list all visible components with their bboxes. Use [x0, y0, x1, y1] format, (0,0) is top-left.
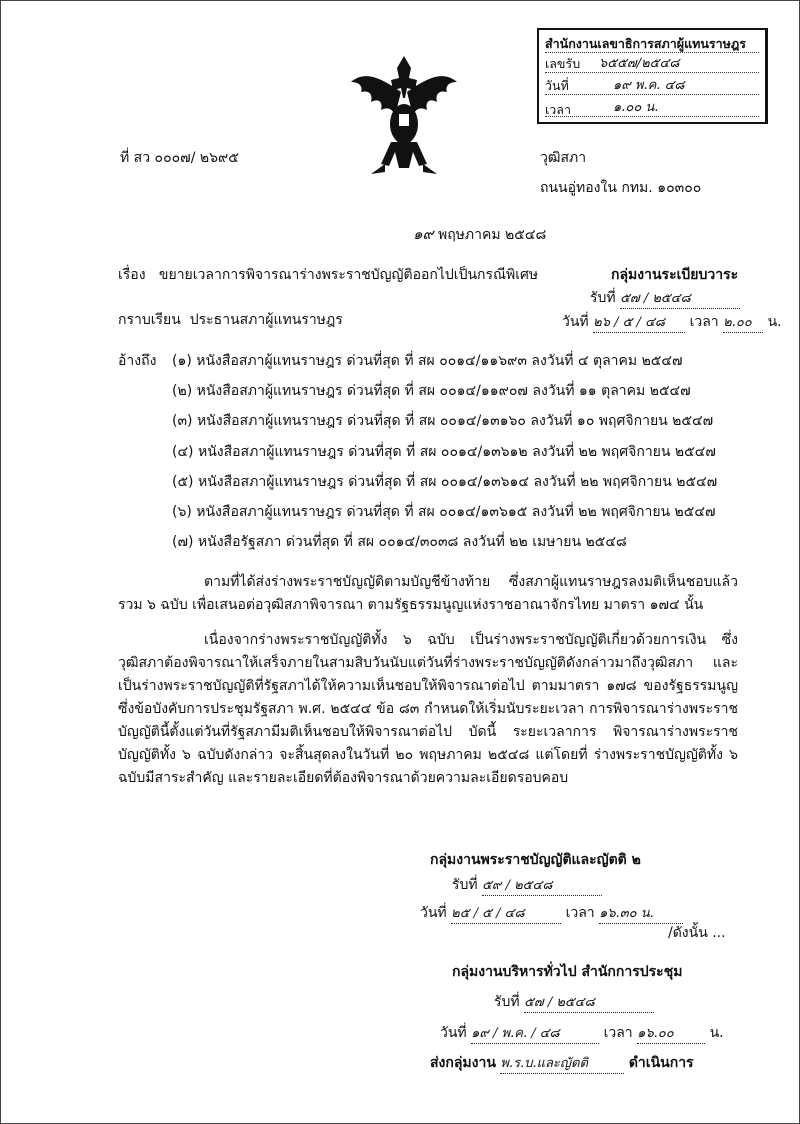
bills-time-value: ๑๖.๓๐ น.: [599, 902, 683, 924]
continued-marker: /ดังนั้น ...: [668, 925, 726, 941]
agenda-time-value: ๒.๐๐: [723, 311, 763, 333]
bills-date-label: วันที่: [420, 905, 447, 921]
addressee-label: กราบเรียน: [118, 312, 181, 328]
stamp-time-label: เวลา: [545, 102, 571, 117]
document-date: [413, 222, 546, 246]
admin-recv-label: รับที่: [494, 994, 520, 1010]
org-name: วุฒิสภา: [540, 150, 587, 166]
subject-text: ขยายเวลาการพิจารณาร่างพระราชบัญญัติออกไปเป็นกรณีพิเศษ: [158, 267, 539, 283]
date-month-year: พฤษภาคม ๒๕๔๘: [437, 227, 547, 243]
admin-time-label: เวลา: [603, 1025, 633, 1041]
ref-item: (๕) หนังสือสภาผู้แทนราษฎร ด่วนที่สุด ที่ สผ ๐๐๑๔/๑๓๖๑๔ ลงวันที่ ๒๒ พฤศจิกายน ๒๕๔๗: [172, 474, 718, 490]
bills-recv-label: รับที่: [452, 877, 478, 893]
admin-stamp-recv: [494, 991, 654, 1013]
bills-stamp-title: กลุ่มงานพระราชบัญญัติและญัตติ ๒: [430, 852, 641, 868]
subject-label: เรื่อง: [118, 267, 146, 283]
bills-date-value: ๒๕ / ๕ / ๔๘: [451, 902, 561, 924]
ref-item: (๔) หนังสือสภาผู้แทนราษฎร ด่วนที่สุด ที่ สผ ๐๐๑๔/๑๓๖๑๒ ลงวันที่ ๒๒ พฤศจิกายน ๒๕๔๗: [172, 444, 716, 460]
document-number: ที่ สว ๐๐๐๗/ ๒๖๙๕: [120, 150, 239, 166]
stamp-no-label: เลขรับ: [545, 56, 581, 71]
ref-item: (๒) หนังสือสภาผู้แทนราษฎร ด่วนที่สุด ที่ สผ ๐๐๑๔/๑๑๙๐๗ ลงวันที่ ๑๑ ตุลาคม ๒๕๔๗: [172, 383, 691, 399]
bills-time-label: เวลา: [565, 905, 595, 921]
agenda-date-value: ๒๖ / ๕ / ๔๘: [593, 311, 685, 333]
stamp-time-value: ๑.๐๐ น.: [613, 100, 659, 115]
admin-action: ดำเนินการ: [628, 1055, 694, 1071]
bills-stamp-recv: [452, 874, 602, 896]
ref-item: (๑) หนังสือสภาผู้แทนราษฎร ด่วนที่สุด ที่ สผ ๐๐๑๔/๑๑๖๙๓ ลงวันที่ ๔ ตุลาคม ๒๕๔๗: [172, 353, 683, 369]
date-day: ๑๙: [413, 225, 434, 243]
bills-recv-value: ๕๙ / ๒๕๔๘: [482, 874, 602, 896]
agenda-time-unit: น.: [767, 314, 782, 330]
stamp-no-value: ๖๕๕๗/๒๕๔๘: [599, 56, 680, 71]
admin-recv-value: ๕๗ / ๒๕๔๘: [524, 991, 654, 1013]
ref-item: (๗) หนังสือรัฐสภา ด่วนที่สุด ที่ สผ ๐๐๑๔/๓๐๓๘ ลงวันที่ ๒๒ เมษายน ๒๕๔๘: [172, 534, 627, 550]
agenda-recv-label: รับที่: [590, 290, 616, 306]
agenda-time-label: เวลา: [689, 314, 719, 330]
received-stamp-box: [537, 28, 768, 124]
stamp-date-label: วันที่: [545, 78, 569, 93]
admin-time-value: ๑๖.๐๐: [637, 1022, 705, 1044]
addressee: [118, 309, 343, 331]
admin-date-value: ๑๙ / พ.ค. / ๔๘: [471, 1022, 599, 1044]
ref-item: (๓) หนังสือสภาผู้แทนราษฎร ด่วนที่สุด ที่ สผ ๐๐๑๔/๑๓๑๖๐ ลงวันที่ ๑๐ พฤศจิกายน ๒๕๔๗: [172, 413, 714, 429]
ref-item: (๖) หนังสือสภาผู้แทนราษฎร ด่วนที่สุด ที่ สผ ๐๐๑๔/๑๓๖๑๕ ลงวันที่ ๒๒ พฤศจิกายน ๒๕๔๗: [172, 504, 716, 520]
admin-stamp-date: [440, 1022, 724, 1044]
addressee-text: ประธานสภาผู้แทนราษฎร: [189, 312, 343, 328]
paragraph-2: เนื่องจากร่างพระราชบัญญัติทั้ง ๖ ฉบับ เป็นร่างพระราชบัญญัติเกี่ยวด้วยการเงิน ซึ่งวุฒิสภาต้องพิจารณาให้เสร็จภายในสามสิบวันนับแต่วันที่ร่างพระราชบัญญัติดังกล่าวมาถึงวุฒิสภา และเป็นร่างพระราชบัญญัติที่รัฐสภาได้ให้ความเห็นชอบให้พิจารณาต่อไป ตามมาตรา ๑๗๘ ของรัฐธรรมนูญ ซึ่งข้อบังคับการประชุมรัฐสภา พ.ศ. ๒๕๔๔ ข้อ ๘๓ กำหนดให้เริ่มนับระยะเวลา การพิจารณาร่างพระราชบัญญัตินี้ตั้งแต่วันที่รัฐสภามีมติเห็นชอบให้พิจารณาต่อไป บัดนี้ ระยะเวลาการ พิจารณาร่างพระราชบัญญัติทั้ง ๖ ฉบับดังกล่าว จะสิ้นสุดลงในวันที่ ๒๐ พฤษภาคม ๒๕๔๘ แต่โดยที่ ร่างพระราชบัญญัติทั้ง ๖ ฉบับมีสาระสำคัญ และรายละเอียดที่ต้องพิจารณาด้วยความละเอียดรอบคอบ: [118, 632, 738, 786]
org-address: ถนนอู่ทองใน กทม. ๑๐๓๐๐: [540, 180, 702, 196]
paragraph-1: ตามที่ได้ส่งร่างพระราชบัญญัติตามบัญชีข้างท้าย ซึ่งสภาผู้แทนราษฎรลงมติเห็นชอบแล้ว รวม ๖ ฉบับ เพื่อเสนอต่อวุฒิสภาพิจารณา ตามรัฐธรรมนูญแห่งราชอาณาจักรไทย มาตรา ๑๗๔ นั้น: [118, 574, 738, 613]
agenda-stamp-date: [562, 311, 782, 333]
stamp-date-value: ๑๙ พ.ค. ๔๘: [613, 78, 685, 93]
agenda-stamp-recv: [590, 287, 740, 309]
admin-stamp-send: [430, 1052, 694, 1074]
admin-send-label: ส่งกลุ่มงาน: [430, 1055, 496, 1071]
agenda-date-label: วันที่: [562, 314, 589, 330]
admin-time-unit: น.: [709, 1025, 724, 1041]
admin-stamp-title: กลุ่มงานบริหารทั่วไป สำนักการประชุม: [452, 964, 683, 980]
refs-label: อ้างถึง: [118, 353, 157, 369]
agenda-stamp-title: กลุ่มงานระเบียบวาระ: [611, 267, 739, 283]
subject: [118, 264, 538, 286]
garuda-emblem-icon: [345, 52, 463, 180]
admin-send-value: พ.ร.บ.และญัตติ: [500, 1052, 624, 1074]
stamp-title: สำนักงานเลขาธิการสภาผู้แทนราษฎร: [545, 36, 746, 51]
bills-stamp-date: [420, 902, 683, 924]
admin-date-label: วันที่: [440, 1025, 467, 1041]
agenda-recv-value: ๕๗ / ๒๕๔๘: [620, 287, 740, 309]
